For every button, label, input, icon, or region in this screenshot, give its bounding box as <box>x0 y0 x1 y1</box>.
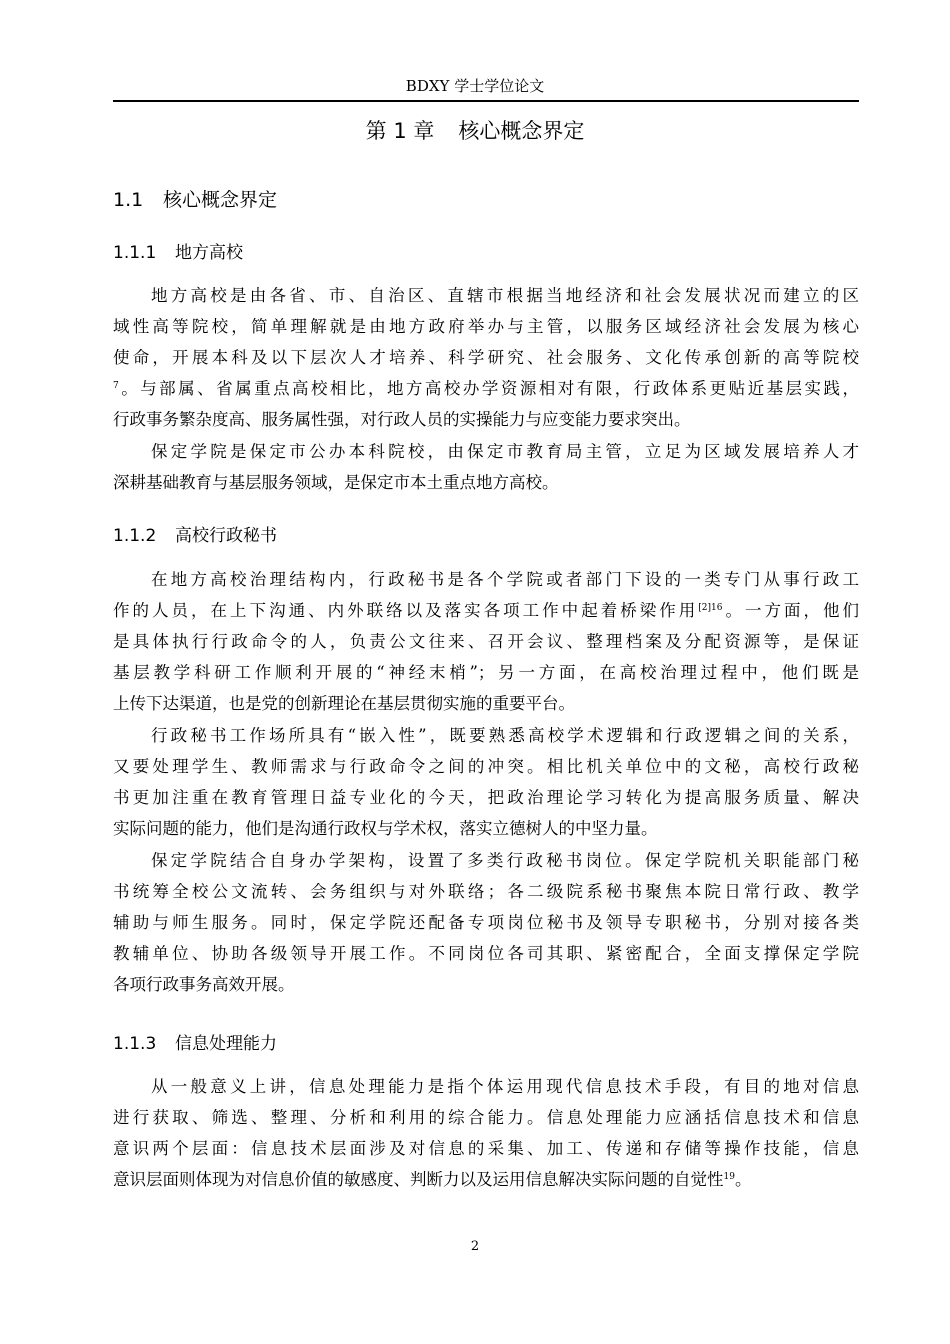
paragraph <box>113 280 859 435</box>
citation-marker: 7 <box>113 381 119 391</box>
text-line: 是具体执行行政命令的人，负责公文往来、召开会议、整理档案及分配资源等，是保证 <box>113 632 859 651</box>
text-span: 意识层面则体现为对信息价值的敏感度、判断力以及运用信息解决实际问题的自觉性 <box>113 1170 724 1189</box>
paragraph <box>113 845 859 1000</box>
text-line: 地方高校是由各省、市、自治区、直辖市根据当地经济和社会发展状况而建立的区 <box>151 286 859 305</box>
chapter-number: 第 1 章 <box>365 119 435 143</box>
running-header: BDXY 学士学位论文 <box>405 77 545 95</box>
text-line: 行政秘书工作场所具有“嵌入性”，既要熟悉高校学术逻辑和行政逻辑之间的关系， <box>151 726 859 745</box>
text-span: 。与部属、省属重点高校相比，地方高校办学资源相对有限，行政体系更贴近基层实践， <box>118 379 859 398</box>
text-line <box>113 595 859 626</box>
text-line: 域性高等院校，简单理解就是由地方政府举办与主管，以服务区域经济社会发展为核心 <box>113 317 859 336</box>
text-line: 辅助与师生服务。同时，保定学院还配备专项岗位秘书及领导专职秘书，分别对接各类 <box>113 913 859 932</box>
text-line: 从一般意义上讲，信息处理能力是指个体运用现代信息技术手段，有目的地对信息 <box>151 1077 859 1096</box>
header-rule <box>113 100 859 102</box>
subsection-heading <box>113 1032 277 1056</box>
text-line: 书更加注重在教育管理日益专业化的今天，把政治理论学习转化为提高服务质量、解决 <box>113 788 859 807</box>
text-line: 使命，开展本科及以下层次人才培养、科学研究、社会服务、文化传承创新的高等院校 <box>113 348 859 367</box>
text-line: 进行获取、筛选、整理、分析和利用的综合能力。信息处理能力应涵括信息技术和信息 <box>113 1108 859 1127</box>
text-line <box>113 1164 859 1195</box>
citation-marker: [2]16 <box>698 603 723 613</box>
text-line: 又要处理学生、教师需求与行政命令之间的冲突。相比机关单位中的文秘，高校行政秘 <box>113 757 859 776</box>
text-line: 在地方高校治理结构内，行政秘书是各个学院或者部门下设的一类专门从事行政工 <box>151 570 859 589</box>
text-line: 书统筹全校公文流转、会务组织与对外联络；各二级院系秘书聚焦本院日常行政、教学 <box>113 882 859 901</box>
subsection-number: 1.1.2 <box>113 526 157 546</box>
chapter-title <box>0 116 950 146</box>
section-heading <box>113 187 277 213</box>
text-span: 。一方面，他们 <box>722 601 860 620</box>
page-number: 2 <box>470 1239 480 1254</box>
subsection-title: 高校行政秘书 <box>175 526 277 546</box>
paragraph <box>113 436 859 498</box>
subsection-title: 信息处理能力 <box>175 1034 277 1054</box>
citation-marker: 19 <box>723 1172 735 1182</box>
text-line: 保定学院结合自身办学架构，设置了多类行政秘书岗位。保定学院机关职能部门秘 <box>151 851 859 870</box>
text-line: 行政事务繁杂度高、服务属性强，对行政人员的实操能力与应变能力要求突出。 <box>113 410 691 429</box>
subsection-number: 1.1.1 <box>113 243 157 263</box>
section-title: 核心概念界定 <box>163 189 278 211</box>
text-line: 教辅单位、协助各级领导开展工作。不同岗位各司其职、紧密配合，全面支撑保定学院 <box>113 944 859 963</box>
subsection-number: 1.1.3 <box>113 1034 157 1054</box>
text-span: 。 <box>734 1170 752 1189</box>
text-line: 实际问题的能力，他们是沟通行政权与学术权，落实立德树人的中坚力量。 <box>113 819 658 838</box>
text-line: 上传下达渠道，也是党的创新理论在基层贯彻实施的重要平台。 <box>113 694 575 713</box>
text-line: 基层教学科研工作顺利开展的“神经末梢”；另一方面，在高校治理过程中，他们既是 <box>113 663 859 682</box>
text-line: 深耕基础教育与基层服务领域，是保定市本土重点地方高校。 <box>113 473 559 492</box>
text-line: 意识两个层面：信息技术层面涉及对信息的采集、加工、传递和存储等操作技能，信息 <box>113 1139 859 1158</box>
paragraph <box>113 1071 859 1195</box>
paragraph <box>113 564 859 719</box>
text-line <box>113 373 859 404</box>
chapter-name: 核心概念界定 <box>458 119 585 143</box>
section-number: 1.1 <box>113 189 144 211</box>
paragraph <box>113 720 859 844</box>
subsection-title: 地方高校 <box>175 243 243 263</box>
subsection-heading <box>113 241 243 265</box>
text-line: 保定学院是保定市公办本科院校，由保定市教育局主管，立足为区域发展培养人才 <box>151 442 859 461</box>
text-line: 各项行政事务高效开展。 <box>113 975 295 994</box>
subsection-heading <box>113 524 277 548</box>
text-span: 作的人员，在上下沟通、内外联络以及落实各项工作中起着桥梁作用 <box>113 601 699 620</box>
